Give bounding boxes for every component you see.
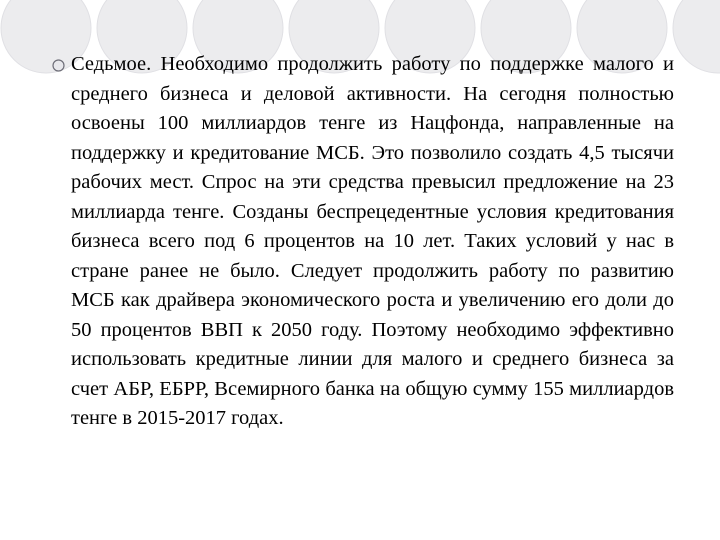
hollow-circle-bullet-icon (52, 59, 65, 72)
bullet-paragraph: Седьмое. Необходимо продолжить работу по поддержке малого и среднего бизнеса и деловой активности. На сегодня полностью освоены 100 миллиардов тенге из Нацфонда, направленные на поддержку и кредитование МСБ. Это позволило создать 4,5 тысячи рабочих мест. Спрос на эти средства превысил предложение на 23 миллиарда тенге. Созданы беспрецедентные условия кредитования бизнеса всего под 6 процентов на 10 лет. Таких условий у нас в стране ранее не было. Следует продолжить работу по развитию МСБ как драйвера экономического роста и увеличению его доли до 50 процентов ВВП к 2050 году. Поэтому необходимо эффективно использовать кредитные линии для малого и среднего бизнеса за счет АБР, ЕБРР, Всемирного банка на общую сумму 155 миллиардов тенге в 2015-2017 годах. (71, 53, 674, 429)
decorative-circle-8 (673, 0, 720, 73)
bullet-item (52, 44, 674, 434)
